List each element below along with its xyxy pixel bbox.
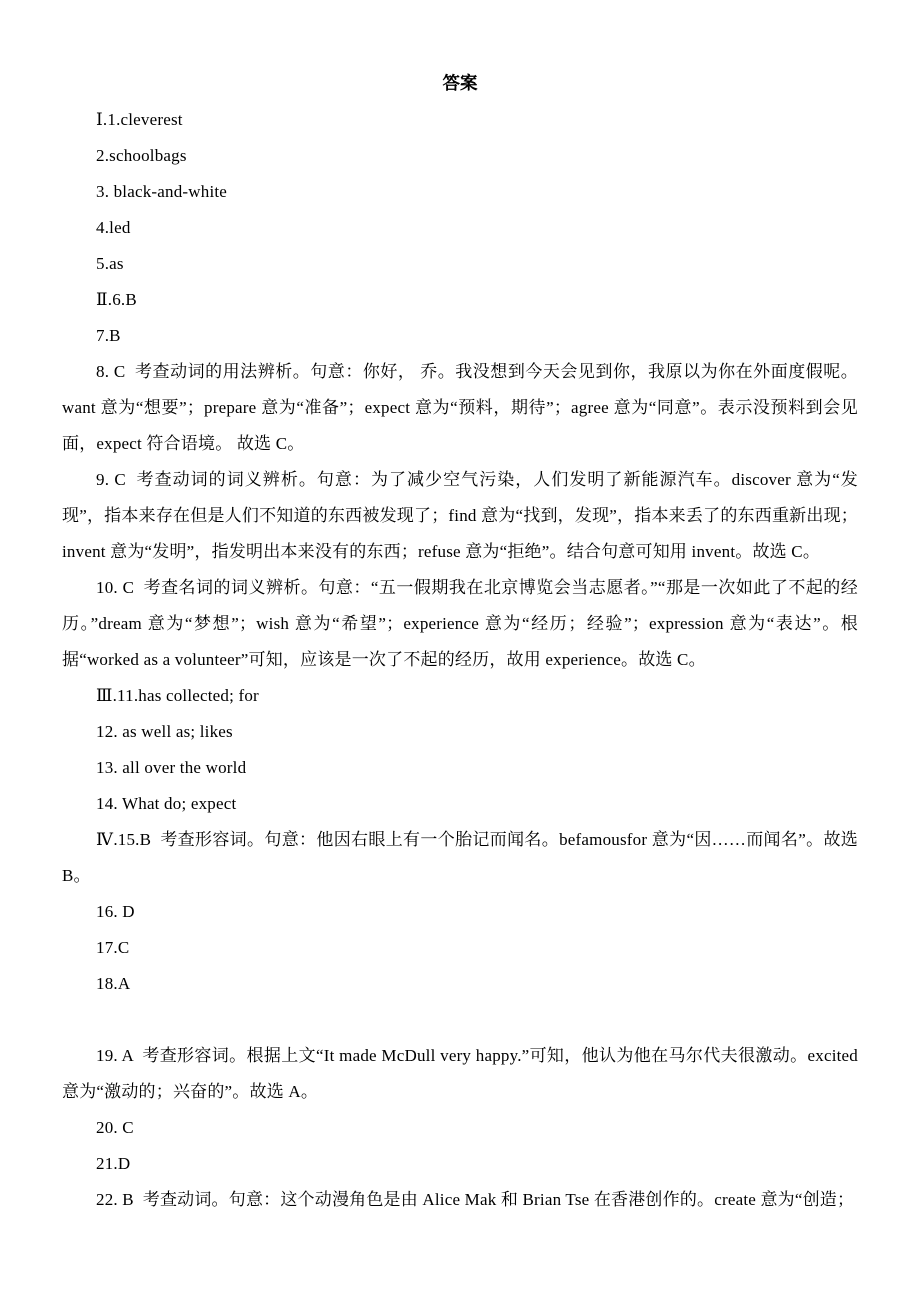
- answer-line-q20: 20. C: [96, 1118, 134, 1137]
- answer-line-q2: 2.schoolbags: [96, 146, 187, 165]
- answer-explanation-q8: 8. C 考查动词的用法辨析。句意：你好， 乔。我没想到今天会见到你，我原以为你在外面度假呢。want 意为“想要”；prepare 意为“准备”；expect 意为“预料，期待”；agree 意为“同意”。表示没预料到会见面，expect 符合语境。 故选 C。: [62, 362, 858, 453]
- answer-line-q5: 5.as: [96, 254, 124, 273]
- answer-line-q12: 12. as well as; likes: [96, 722, 233, 741]
- answer-explanation-roman4-q15: Ⅳ.15.B 考查形容词。句意：他因右眼上有一个胎记而闻名。befamousfor 意为“因……而闻名”。故选 B。: [62, 830, 863, 885]
- answer-line-q7: 7.B: [96, 326, 121, 345]
- answer-line-roman2-q6: Ⅱ.6.B: [96, 290, 137, 309]
- answer-line-q3: 3. black-and-white: [96, 182, 228, 201]
- answer-explanation-q10: 10. C 考查名词的词义辨析。句意：“五一假期我在北京博览会当志愿者。”“那是一次如此了不起的经历。”dream 意为“梦想”；wish 意为“希望”；experience 意为“经历；经验”；expression 意为“表达”。根据“worked as a volunteer”可知，应该是一次了不起的经历，故用 experience。故选 C。: [62, 578, 858, 669]
- answer-explanation-q9: 9. C 考查动词的词义辨析。句意：为了减少空气污染，人们发明了新能源汽车。discover 意为“发现”，指本来存在但是人们不知道的东西被发现了；find 意为“找到，发现”，指本来丢了的东西重新出现；invent 意为“发明”，指发明出本来没有的东西；refuse 意为“拒绝”。结合句意可知用 invent。故选 C。: [62, 470, 858, 561]
- answer-explanation-q22: 22. B 考查动词。句意：这个动漫角色是由 Alice Mak 和 Brian Tse 在香港创作的。create 意为“创造；: [96, 1190, 855, 1209]
- answer-line-q18: 18.A: [96, 974, 131, 993]
- answer-line-q16: 16. D: [96, 902, 135, 921]
- answer-line-q17: 17.C: [96, 938, 130, 957]
- answer-line-q13: 13. all over the world: [96, 758, 247, 777]
- answer-explanation-q19: 19. A 考查形容词。根据上文“It made McDull very happy.”可知，他认为他在马尔代夫很激动。excited 意为“激动的；兴奋的”。故选 A。: [62, 1046, 863, 1101]
- answer-line-q21: 21.D: [96, 1154, 131, 1173]
- answer-line-q14: 14. What do; expect: [96, 794, 237, 813]
- blank-line: [62, 1002, 858, 1038]
- answer-line-roman1-q1: Ⅰ.1.cleverest: [96, 110, 183, 129]
- answer-line-q4: 4.led: [96, 218, 131, 237]
- page-title: 答案: [442, 73, 478, 93]
- answer-line-roman3-q11: Ⅲ.11.has collected; for: [96, 686, 259, 705]
